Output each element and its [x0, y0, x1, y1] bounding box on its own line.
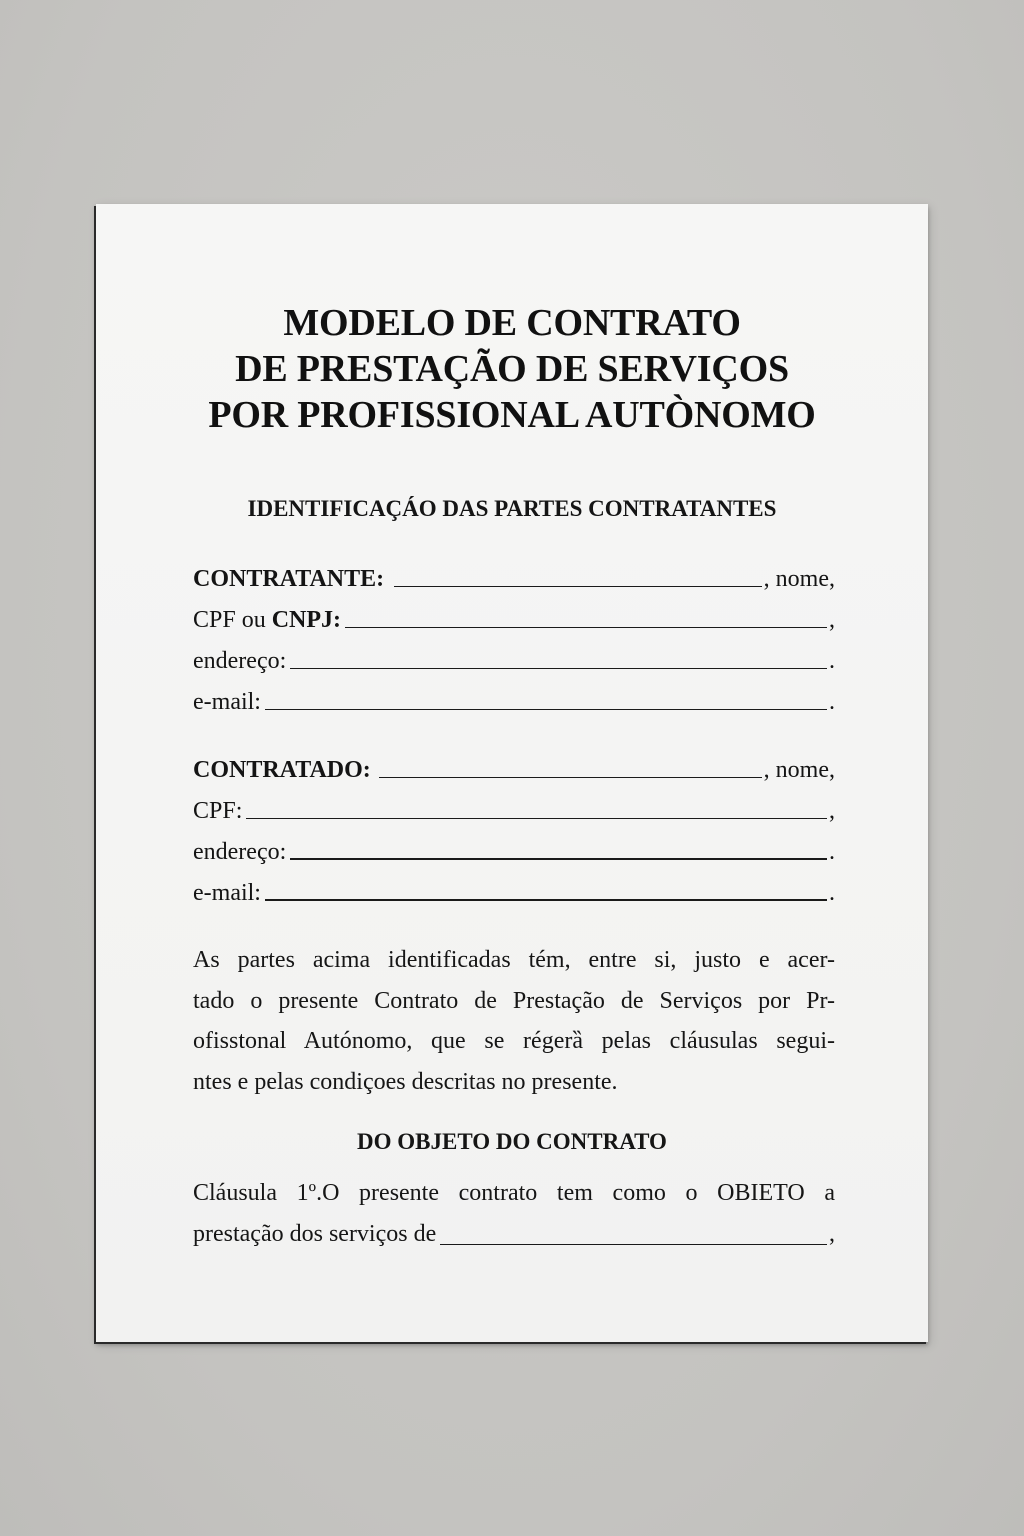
services-description-field[interactable]: [440, 1244, 827, 1245]
contratante-email-suffix: .: [829, 689, 835, 715]
intro-line-3: ofisstonal Autónomo, que se régerȁ pelas cláusulas segui-: [193, 1028, 835, 1054]
clause-1-services-label: prestação dos serviços de: [193, 1220, 437, 1247]
contratante-cpf-row: [193, 605, 835, 635]
contratado-label: CONTRATADO:: [193, 757, 371, 783]
contratado-address-field[interactable]: [290, 857, 827, 860]
title-line-1: MODELO DE CONTRATO: [283, 302, 741, 344]
contratante-address-field[interactable]: [290, 667, 827, 669]
contract-document: [96, 204, 928, 1342]
contratante-address-label: endereço:: [193, 648, 287, 674]
contratante-email-row: [193, 687, 835, 717]
contratado-cpf-field[interactable]: [246, 817, 827, 819]
clause-1-line-1: Cláusula 1º.O presente contrato tem como o OBIETO a: [193, 1180, 835, 1206]
contratante-cpf-label: [193, 605, 341, 635]
contratado-address-label: endereço:: [193, 839, 287, 865]
contratado-email-row: [193, 878, 835, 908]
intro-line-1: As partes acima identificadas tém, entre si, justo e acer-: [193, 947, 835, 973]
contratado-cpf-label: CPF:: [193, 798, 243, 824]
contratado-name-suffix: , nome,: [763, 757, 835, 783]
clause-1: [193, 1173, 835, 1254]
contratante-email-label: e-mail:: [193, 689, 261, 715]
contratado-name-row: [193, 755, 835, 785]
contratado-address-row: [193, 837, 835, 867]
contratado-email-suffix: .: [829, 880, 835, 906]
contratante-cpf-field[interactable]: [345, 626, 827, 628]
clause-1-line-2-suffix: ,: [829, 1220, 835, 1247]
contratante-name-field[interactable]: [394, 585, 762, 587]
contratado-name-field[interactable]: [379, 776, 762, 778]
contratante-name-suffix: , nome,: [763, 566, 835, 592]
cpf-ou-text: CPF ou: [193, 607, 272, 633]
document-title: [96, 300, 928, 438]
contratante-email-field[interactable]: [265, 708, 827, 710]
intro-line-2: tado o presente Contrato de Prestação de Serviços por Pr-: [193, 987, 835, 1014]
contratante-label: CONTRATANTE:: [193, 566, 385, 592]
cnpj-text: CNPJ:: [271, 607, 342, 633]
contratado-address-suffix: .: [829, 839, 835, 865]
clause-1-line-2: [193, 1214, 835, 1255]
intro-paragraph: [193, 940, 835, 1102]
contratado-cpf-row: [193, 796, 835, 826]
section-heading-identification: IDENTIFICAÇÁO DAS PARTES CONTRATANTES: [247, 496, 777, 521]
section-heading-object: DO OBJETO DO CONTRATO: [357, 1129, 667, 1154]
title-line-2: DE PRESTAÇÃO DE SERVIÇOS: [235, 348, 789, 390]
contratante-cpf-suffix: ,: [829, 607, 835, 633]
title-line-3: POR PROFISSIONAL AUTÒNOMO: [208, 394, 816, 436]
contratante-address-suffix: .: [829, 648, 835, 674]
contratado-cpf-suffix: ,: [829, 798, 835, 824]
contratado-email-label: e-mail:: [193, 880, 261, 906]
contratante-name-row: [193, 564, 835, 594]
contratado-email-field[interactable]: [265, 898, 827, 901]
contratante-address-row: [193, 646, 835, 676]
intro-line-4: ntes e pelas condiçoes descritas no presente.: [193, 1068, 618, 1095]
